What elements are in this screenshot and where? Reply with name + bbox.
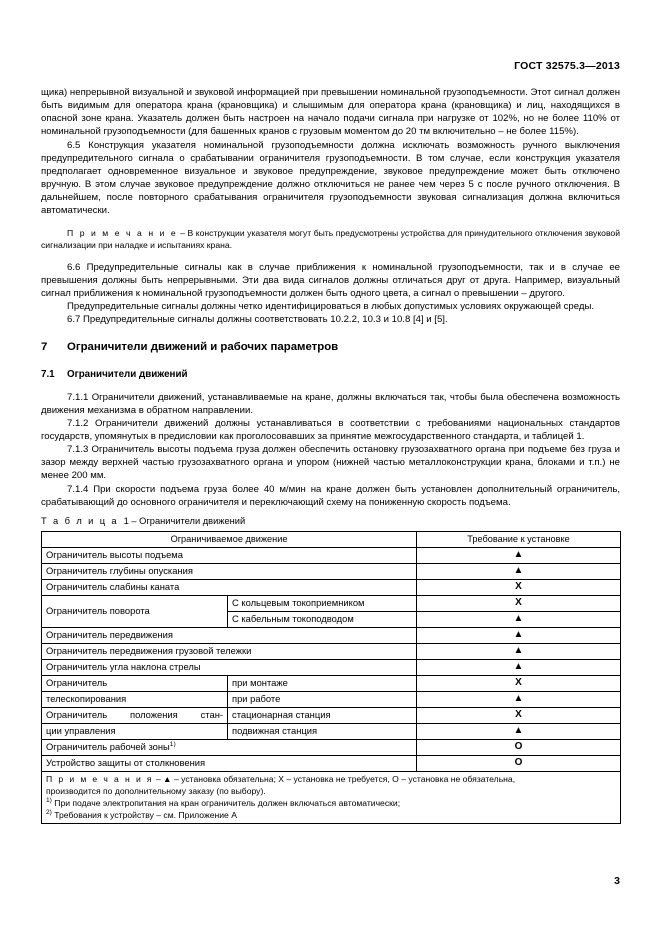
cell-movement: ции управления [42,723,228,739]
section-number: 7 [41,340,48,353]
paragraph-6-5: 6.5 Конструкция указателя номинальной грузоподъемности должна исключать возможность ручного выключения предупредительного сигнала о срабатывании ограничителя грузоподъемности. В том случае, если конструкция указателя предполагает одновременное визуальное и звуковое предупреждение, звуковое предупреждение может быть отключено вручную. В этом случае звуковое предупреждение должно отключиться не ранее чем через 5 с после ручного отключения. В дальнейшем, после повторного срабатывания ограничителя грузоподъемности звуковая сигнализация должна включиться автоматически. [41,139,620,217]
cell-movement [42,739,417,755]
table-row [42,691,621,707]
cell-movement: Ограничитель слабины каната [42,579,417,595]
subsection-title: Ограничители движений [67,368,188,380]
footnote-1 [46,797,616,809]
paragraph-6-6b: Предупредительные сигналы должны четко идентифицироваться в любых допустимых условиях окружающей среды. [67,301,595,313]
table-row [42,723,621,739]
cell-requirement: ▲ [417,643,621,659]
table-row [42,643,621,659]
heading-section-7 [41,340,620,355]
note-6-5 [41,227,620,252]
cell-movement: Ограничитель высоты подъема [42,547,417,563]
paragraph-7-1-1: 7.1.1 Ограничители движений, устанавливаемые на кране, должны включаться так, чтобы была обеспечена возможность движения механизма в обратном направлении. [41,391,620,416]
document-body [41,86,620,824]
column-header-movement: Ограничиваемое движение [42,531,417,547]
cell-requirement: X [417,595,621,611]
cell-requirement: ▲ [417,563,621,579]
cell-requirement: O [417,755,621,771]
cell-movement-sub: при монтаже [228,675,417,691]
cell-movement: Ограничитель угла наклона стрелы [42,659,417,675]
paragraph-continued-6-4: щика) непрерывной визуальной и звуковой информацией при превышении номинальной грузоподъемности. Этот сигнал должен быть видимым для оператора крана (крановщика) и слышимым для оператора крана (крановщика) и лиц, находящихся в опасной зоне крана. Указатель должен быть настроен на начало подачи сигнала при нагрузке от 102%, но не более 110% от номинальной грузоподъемности (для башенных кранов с грузовым моментом до 20 тм включительно – не более 115%). [41,87,620,138]
cell-movement: Ограничитель поворота [42,595,228,627]
note-label: П р и м е ч а н и е [67,227,178,238]
paragraph-6-7: 6.7 Предупредительные сигналы должны соответствовать 10.2.2, 10.3 и 10.8 [4] и [5]. [67,314,448,326]
section-title: Ограничители движений и рабочих параметров [67,340,339,353]
cell-movement-sub: стационарная станция [228,707,417,723]
cell-requirement: X [417,579,621,595]
notes-label: П р и м е ч а н и я [46,773,154,784]
cell-requirement: ▲ [417,627,621,643]
cell-movement-sub: при работе [228,691,417,707]
table-row [42,739,621,755]
table-caption-text: 1 – Ограничители движений [123,515,246,526]
cell-movement: Ограничитель [42,675,228,691]
cell-requirement: ▲ [417,659,621,675]
table-row [42,595,621,611]
cell-movement-text: Ограничитель рабочей зоны [46,740,170,752]
cell-movement: телескопирования [42,691,228,707]
table-notes [42,771,621,823]
footnote-1-text: При подаче электропитания на кран ограничитель должен включаться автоматически; [51,797,401,808]
footnote-2-marker: 2) [46,809,52,817]
note-text: – В конструкции указателя могут быть предусмотрены устройства для принудительного отключения звуковой сигнализации при наладке и испытаниях крана. [41,227,621,251]
paragraph-6-6: 6.6 Предупредительные сигналы как в случае приближения к номинальной грузоподъемности, так и в случае ее превышения должны быть непрерывными. Эти два вида сигналов должны отличаться друг от друга. Например, визуальный сигнал приближения к номинальной грузоподъемности должен быть одного цвета, а сигнал о превышении – другого. [41,261,620,300]
cell-movement: Ограничитель глубины опускания [42,563,417,579]
subsection-number: 7.1 [41,368,55,380]
cell-movement-sub: С кабельным токоподводом [228,611,417,627]
footnote-2-text: Требования к устройству – см. Приложение А [51,809,237,820]
heading-subsection-7-1 [41,368,620,382]
table-row [42,579,621,595]
cell-movement-sub: С кольцевым токоприемником [228,595,417,611]
table-row [42,755,621,771]
cell-movement-sub: подвижная станция [228,723,417,739]
cell-requirement: ▲ [417,611,621,627]
footnote-marker: 1) [169,740,176,748]
cell-movement: Устройство защиты от столкновения [42,755,417,771]
paragraph-7-1-3: 7.1.3 Ограничитель высоты подъема груза должен обеспечить остановку грузозахватного органа при подъеме без груза и зазор между верхней частью грузозахватного органа и упором (нижней частью металлоконструкции крана, блоками и т.п.) не менее 200 мм. [41,444,620,482]
limiters-table [41,531,621,824]
cell-movement: Ограничитель положения стан- [42,707,228,723]
paragraph-7-1-4: 7.1.4 При скорости подъема груза более 40 м/мин на кране должен быть установлен дополнительный ограничитель, срабатывающий до основного ограничителя и переключающий схему на пониженную скорость подъема. [41,483,620,508]
notes-line-1 [46,773,616,785]
footnote-1-marker: 1) [46,797,52,805]
cell-movement: Ограничитель передвижения [42,627,417,643]
column-header-requirement: Требование к установке [417,531,621,547]
table-row [42,659,621,675]
table-row [42,707,621,723]
cell-requirement: X [417,707,621,723]
paragraph-7-1-2: 7.1.2 Ограничители движений должны устанавливаться в соответствии с требованиями национальных стандартов государств, упомянутых в предисловии как проголосовавших за принятие межгосударственного стандарта, и таблицей 1. [41,417,620,442]
cell-requirement: X [417,675,621,691]
table-row [42,627,621,643]
table-row [42,547,621,563]
notes-text-1: – ▲ – установка обязательна; X – установка не требуется, O – установка не обязательна, [153,773,516,784]
table-caption [41,514,620,528]
cell-movement: Ограничитель передвижения грузовой тележки [42,643,417,659]
table-header-row [42,531,621,547]
table-row [42,675,621,691]
table-caption-label: Т а б л и ц а [41,515,119,526]
cell-requirement: ▲ [417,547,621,563]
cell-requirement: ▲ [417,691,621,707]
table-row [42,563,621,579]
footnote-2 [46,809,616,821]
notes-line-2: производится по дополнительному заказу (по выбору). [46,785,266,796]
standard-header: ГОСТ 32575.3—2013 [514,60,620,72]
cell-requirement: O [417,739,621,755]
table-notes-row [42,771,621,823]
cell-requirement: ▲ [417,723,621,739]
page-number: 3 [614,875,620,887]
